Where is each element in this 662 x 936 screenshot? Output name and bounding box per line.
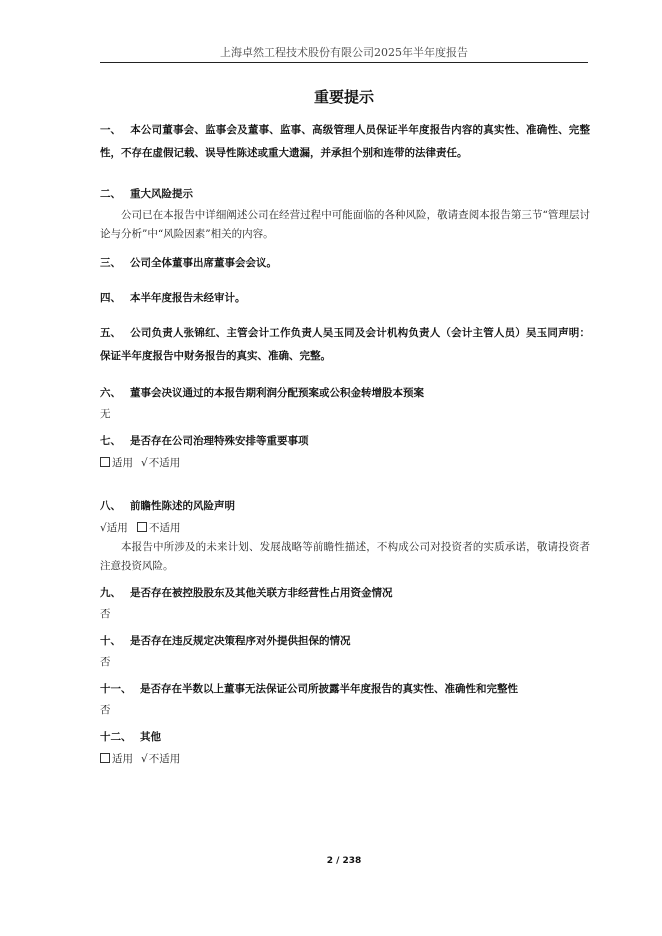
section-10: [100, 630, 590, 672]
option-applicable: 适用: [112, 457, 133, 469]
section-number: 十二、: [100, 731, 132, 743]
section-number: 四、: [100, 292, 121, 304]
check-mark-icon: √: [100, 522, 107, 534]
option-not-applicable: 不适用: [148, 753, 181, 765]
section-text: 公司负责人张锦红、主管会计工作负责人吴玉同及会计机构负责人（会计主管人员）吴玉同声明：保证半年度报告中财务报告的真实、准确、完整。: [100, 327, 590, 362]
section-6: [100, 382, 590, 424]
checkbox-empty-icon: [137, 522, 147, 532]
section-title: 是否存在半数以上董事无法保证公司所披露半年度报告的真实性、准确性和完整性: [140, 683, 518, 695]
section-text: 本公司董事会、监事会及董事、监事、高级管理人员保证半年度报告内容的真实性、准确性、完整性，不存在虚假记载、误导性陈述或重大遗漏，并承担个别和连带的法律责任。: [100, 124, 590, 159]
section-number: 六、: [100, 387, 121, 399]
section-title: 其他: [140, 731, 161, 743]
section-number: 一、: [100, 124, 121, 136]
section-4: [100, 287, 590, 310]
section-title: 重大风险提示: [130, 188, 193, 200]
section-text: 公司全体董事出席董事会会议。: [130, 257, 277, 269]
section-11: [100, 678, 590, 720]
section-text: 本半年度报告未经审计。: [130, 292, 246, 304]
section-answer: 无: [100, 408, 111, 420]
section-title: 是否存在公司治理特殊安排等重要事项: [130, 435, 309, 447]
section-title: 前瞻性陈述的风险声明: [130, 500, 235, 512]
check-mark-icon: √: [141, 457, 148, 469]
section-number: 十、: [100, 635, 121, 647]
section-body: 本报告中所涉及的未来计划、发展战略等前瞻性描述，不构成公司对投资者的实质承诺，敬请投资者注意投资风险。: [100, 541, 590, 572]
option-applicable: 适用: [106, 522, 128, 534]
section-answer: 否: [100, 608, 111, 620]
option-not-applicable: 不适用: [148, 457, 181, 469]
section-5: [100, 322, 590, 368]
section-number: 五、: [100, 327, 121, 339]
section-12: [100, 726, 590, 769]
option-applicable: 适用: [112, 753, 133, 765]
header-rule: [100, 62, 588, 63]
section-answer: 否: [100, 704, 111, 716]
section-8: [100, 495, 590, 576]
section-number: 七、: [100, 435, 121, 447]
check-mark-icon: √: [141, 753, 148, 765]
applicability-options: [100, 518, 590, 538]
page-title: 重要提示: [313, 88, 374, 106]
important-notice-body: [100, 119, 590, 769]
section-number: 三、: [100, 257, 121, 269]
section-number: 九、: [100, 587, 121, 599]
section-number: 十一、: [100, 683, 132, 695]
section-7: [100, 430, 590, 473]
checkbox-empty-icon: [100, 457, 110, 467]
section-9: [100, 582, 590, 624]
section-answer: 否: [100, 656, 111, 668]
applicability-options: [100, 453, 590, 473]
section-title: 董事会决议通过的本报告期利润分配预案或公积金转增股本预案: [130, 387, 424, 399]
section-title: 是否存在违反规定决策程序对外提供担保的情况: [130, 635, 351, 647]
running-header: 上海卓然工程技术股份有限公司2025年半年度报告: [220, 46, 468, 59]
section-number: 八、: [100, 500, 121, 512]
option-not-applicable: 不适用: [149, 522, 181, 534]
section-number: 二、: [100, 188, 121, 200]
applicability-options: [100, 749, 590, 769]
checkbox-empty-icon: [100, 753, 110, 763]
section-2: [100, 183, 590, 244]
section-1: [100, 119, 590, 165]
section-body: 公司已在本报告中详细阐述公司在经营过程中可能面临的各种风险，敬请查阅本报告第三节“管理层讨论与分析”中“风险因素”相关的内容。: [100, 209, 590, 240]
section-3: [100, 252, 590, 275]
page-number: 2 / 238: [326, 856, 362, 866]
section-title: 是否存在被控股股东及其他关联方非经营性占用资金情况: [130, 587, 393, 599]
